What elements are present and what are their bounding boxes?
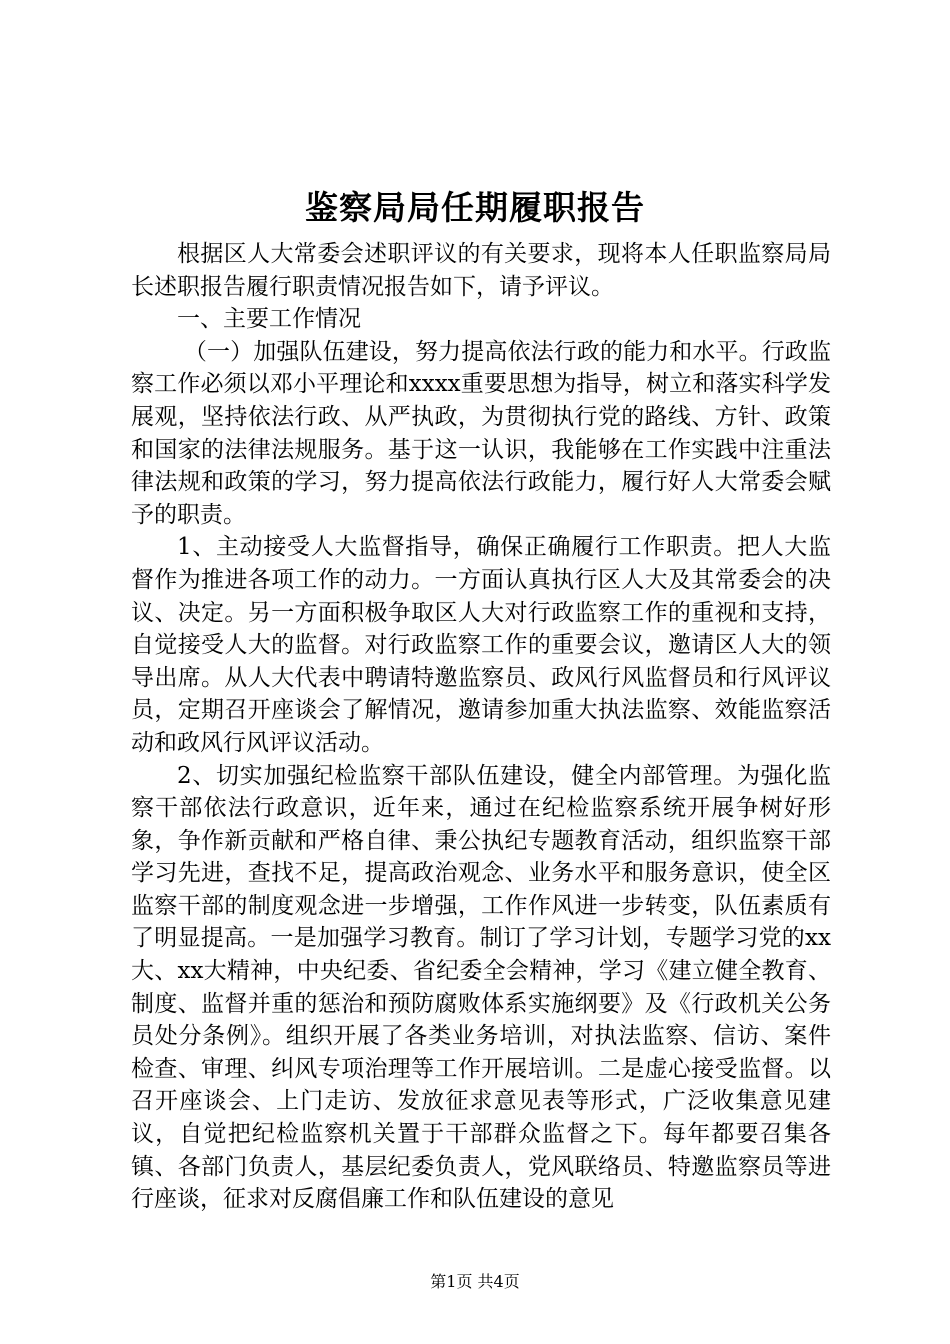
body-paragraph: 1、主动接受人大监督指导，确保正确履行工作职责。把人大监督作为推进各项工作的动力。一方面认真执行区人大及其常委会的决议、决定。另一方面积极争取区人大对行政监察工作的重视和支持，自觉接受人大的监督。对行政监察工作的重要会议，邀请区人大的领导出席。从人大代表中聘请特邀监察员、政风行风监督员和行风评议员，定期召开座谈会了解情况，邀请参加重大执法监察、效能监察活动和政风行风评议活动。 (131, 534, 831, 756)
subsection-paragraph: （一）加强队伍建设，努力提高依法行政的能力和水平。行政监察工作必须以邓小平理论和xxxx重要思想为指导，树立和落实科学发展观，坚持依法行政、从严执政，为贯彻执行党的路线、方针、政策和国家的法律法规服务。基于这一认识，我能够在工作实践中注重法律法规和政策的学习，努力提高依法行政能力，履行好人大常委会赋予的职责。 (131, 338, 831, 528)
section-heading: 一、主要工作情况 (177, 306, 361, 333)
intro-paragraph: 根据区人大常委会述职评议的有关要求，现将本人任职监察局局长述职报告履行职责情况报告如下，请予评议。 (131, 241, 831, 300)
page-number: 第1页 共4页 (430, 1272, 520, 1291)
body-paragraph: 2、切实加强纪检监察干部队伍建设，健全内部管理。为强化监察干部依法行政意识，近年来，通过在纪检监察系统开展争树好形象，争作新贡献和严格自律、秉公执纪专题教育活动，组织监察干部学习先进，查找不足，提高政治观念、业务水平和服务意识，使全区监察干部的制度观念进一步增强，工作作风进一步转变，队伍素质有了明显提高。一是加强学习教育。制订了学习计划，专题学习党的xx大、xx大精神，中央纪委、省纪委全会精神，学习《建立健全教育、制度、监督并重的惩治和预防腐败体系实施纲要》及《行政机关公务员处分条例》。组织开展了各类业务培训，对执法监察、信访、案件检查、审理、纠风专项治理等工作开展培训。二是虚心接受监督。以召开座谈会、上门走访、发放征求意见表等形式，广泛收集意见建议，自觉把纪检监察机关置于干部群众监督之下。每年都要召集各镇、各部门负责人，基层纪委负责人，党风联络员、特邀监察员等进行座谈，征求对反腐倡廉工作和队伍建设的意见 (131, 762, 831, 1213)
document-title: 鉴察局局任期履职报告 (305, 188, 645, 227)
document-body (131, 238, 831, 1216)
